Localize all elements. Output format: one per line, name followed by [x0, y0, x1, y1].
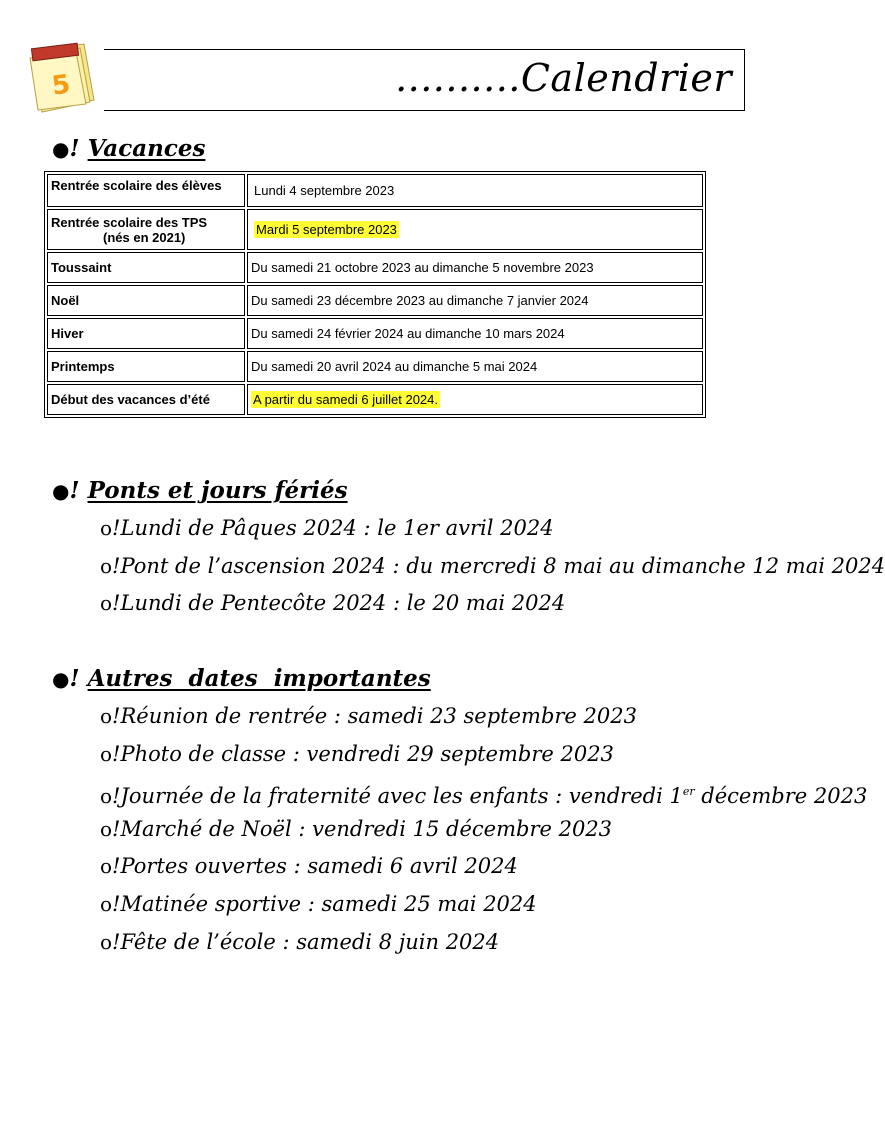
- list-item: o!Marché de Noël : vendredi 15 décembre 2023: [100, 816, 613, 841]
- autres-list: [100, 698, 867, 961]
- vacances-heading-text: Vacances: [87, 135, 206, 162]
- table-row: [47, 209, 703, 250]
- table-row: [47, 252, 703, 283]
- row-value: Lundi 4 septembre 2023: [247, 174, 703, 207]
- autres-heading-text: Autres dates importantes: [87, 665, 431, 692]
- page-title: ..........Calendrier: [395, 56, 732, 100]
- row-value: Du samedi 21 octobre 2023 au dimanche 5 novembre 2023: [247, 252, 703, 283]
- table-row: [47, 384, 703, 415]
- row-value: Du samedi 20 avril 2024 au dimanche 5 mai 2024: [247, 351, 703, 382]
- row-value: Du samedi 23 décembre 2023 au dimanche 7 janvier 2024: [247, 285, 703, 316]
- list-item: o!Matinée sportive : samedi 25 mai 2024: [100, 891, 537, 916]
- row-label: Rentrée scolaire des élèves: [47, 174, 245, 207]
- vacances-table: [44, 171, 706, 418]
- row-label: Toussaint: [47, 252, 245, 283]
- table-row: [47, 318, 703, 349]
- list-item: o!Réunion de rentrée : samedi 23 septembre 2023: [100, 704, 637, 728]
- list-item: o!Pont de l’ascension 2024 : du mercredi 8 mai au dimanche 12 mai 2024: [100, 553, 885, 578]
- row-label: Rentrée scolaire des TPS (nés en 2021): [47, 209, 245, 250]
- autres-heading: ●! Autres dates importantes: [52, 665, 431, 692]
- ponts-heading-text: Ponts et jours fériés: [87, 477, 348, 504]
- table-row: [47, 285, 703, 316]
- list-item: o!Fête de l’école : samedi 8 juin 2024: [100, 929, 500, 954]
- table-row: [47, 174, 703, 207]
- calendar-icon: [28, 40, 98, 112]
- ponts-list: [100, 510, 885, 623]
- row-label: Hiver: [47, 318, 245, 349]
- list-item: o!Photo de classe : vendredi 29 septembre 2023: [100, 741, 614, 766]
- list-item: o!Lundi de Pentecôte 2024 : le 20 mai 2024: [100, 591, 566, 616]
- svg-text:5: 5: [50, 69, 73, 102]
- row-label: Début des vacances d’été: [47, 384, 245, 415]
- list-item: o!Journée de la fraternité avec les enfants : vendredi 1er décembre 2023: [100, 784, 868, 809]
- vacances-heading: ●! Vacances: [52, 135, 206, 162]
- row-value: Mardi 5 septembre 2023: [247, 209, 703, 250]
- title-box: [104, 49, 745, 111]
- list-item: o!Lundi de Pâques 2024 : le 1er avril 2024: [100, 516, 554, 540]
- table-row: [47, 351, 703, 382]
- row-label: Printemps: [47, 351, 245, 382]
- row-value: A partir du samedi 6 juillet 2024.: [247, 384, 703, 415]
- row-label: Noël: [47, 285, 245, 316]
- ponts-heading: ●! Ponts et jours fériés: [52, 477, 348, 504]
- list-item: o!Portes ouvertes : samedi 6 avril 2024: [100, 854, 518, 879]
- row-value: Du samedi 24 février 2024 au dimanche 10 mars 2024: [247, 318, 703, 349]
